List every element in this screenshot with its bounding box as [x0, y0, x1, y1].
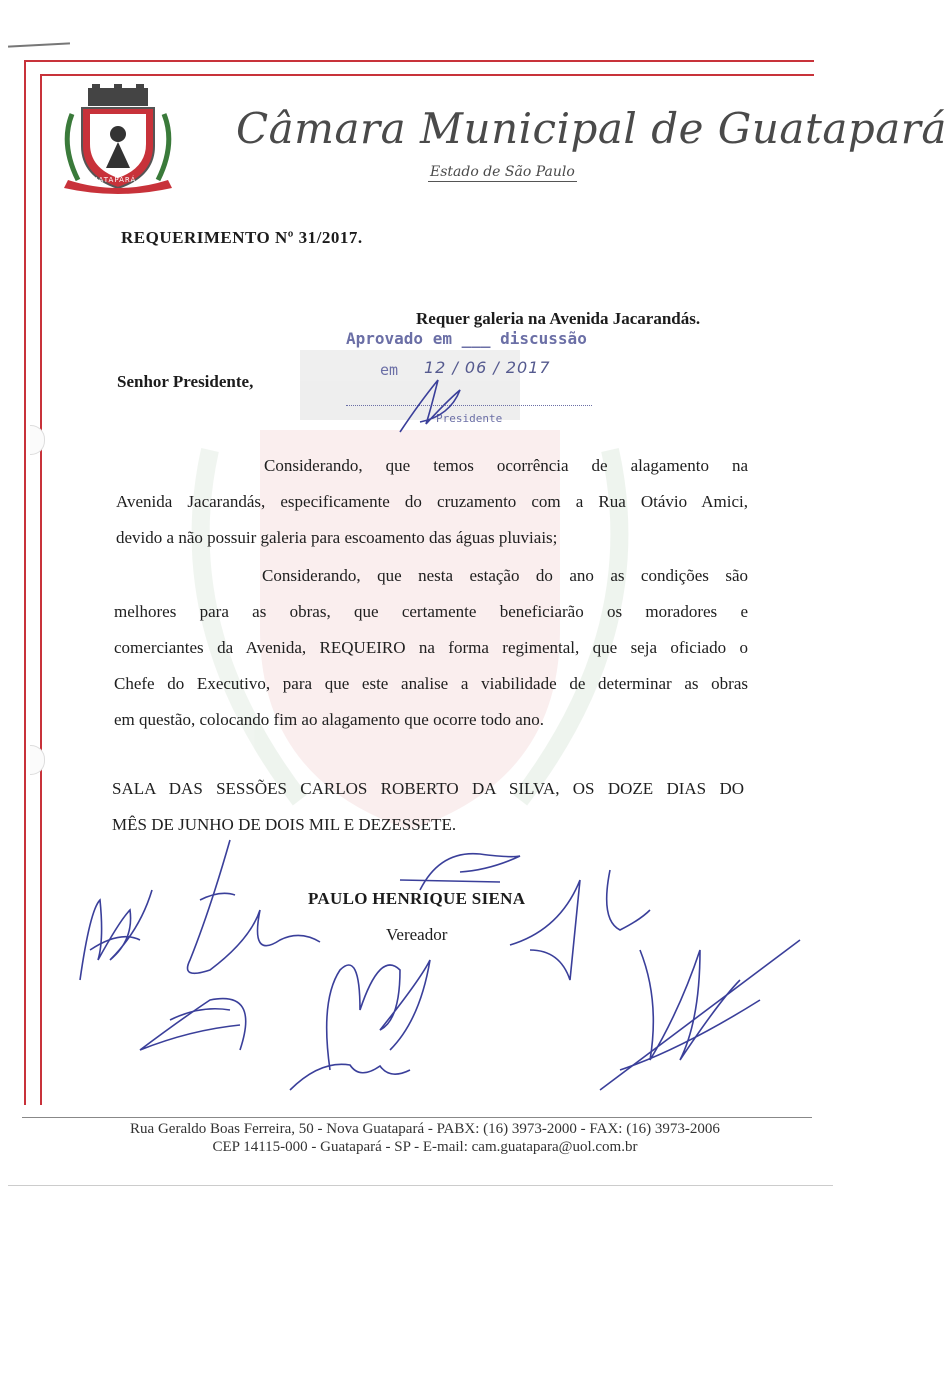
frame-left-line — [24, 60, 26, 1105]
state-subtitle: Estado de São Paulo — [430, 164, 575, 180]
body-text-line: em questão, colocando fim ao alagamento que ocorre todo ano. — [114, 710, 545, 729]
footer-divider — [22, 1117, 812, 1118]
closing-text-line: MÊS DE JUNHO DE DOIS MIL E DEZESSETE. — [112, 815, 457, 834]
frame-top-line — [24, 60, 814, 62]
chamber-title: Câmara Municipal de Guatapará — [236, 104, 947, 153]
footer-address: Rua Geraldo Boas Ferreira, 50 - Nova Guatapará - PABX: (16) 3973-2000 - FAX: (16) 3973-2006 — [130, 1121, 720, 1137]
closing-text-line: SALA DAS SESSÕES CARLOS ROBERTO DA SILVA, OS DOZE DIAS DO — [112, 779, 744, 798]
body-text-line: melhores para as obras, que certamente beneficiarão os moradores e — [114, 602, 748, 621]
frame-left-line-inner — [40, 74, 42, 1105]
president-signature-icon — [390, 372, 470, 436]
councillor-signatures-icon — [60, 830, 820, 1110]
footer-contact: CEP 14115-000 - Guatapará - SP - E-mail: cam.guatapara@uol.com.br — [212, 1139, 638, 1155]
frame-top-line-inner — [40, 74, 814, 76]
body-text-line: devido a não possuir galeria para escoamento das águas pluviais; — [116, 528, 558, 547]
signer-role: Vereador — [386, 925, 448, 944]
punch-hole — [30, 745, 45, 775]
requirement-number: REQUERIMENTO Nº 31/2017. — [121, 228, 363, 247]
approval-stamp-em: em — [380, 361, 399, 379]
page-bottom-edge — [8, 1185, 833, 1186]
scan-mark — [8, 42, 70, 47]
signer-name: PAULO HENRIQUE SIENA — [308, 889, 526, 908]
approval-stamp-text: Aprovado em ___ discussão — [346, 329, 587, 348]
approval-stamp-date: 12 / 06 / 2017 — [424, 358, 551, 377]
body-text-line: comerciantes da Avenida, REQUEIRO na forma regimental, que seja oficiado o — [114, 638, 748, 657]
crest-banner-text: GUATAPARÁ — [86, 176, 137, 184]
salutation: Senhor Presidente, — [117, 372, 254, 391]
punch-hole — [30, 425, 45, 455]
requirement-subject: Requer galeria na Avenida Jacarandás. — [416, 309, 701, 328]
body-text-line: Avenida Jacarandás, especificamente do cruzamento com a Rua Otávio Amici, — [116, 492, 748, 511]
approval-stamp-president: Presidente — [436, 412, 503, 425]
body-text-line: Chefe do Executivo, para que este analise a viabilidade de determinar as obras — [114, 674, 748, 693]
body-text-line: Considerando, que temos ocorrência de alagamento na — [264, 456, 748, 475]
body-text-line: Considerando, que nesta estação do ano as condições são — [262, 566, 748, 585]
